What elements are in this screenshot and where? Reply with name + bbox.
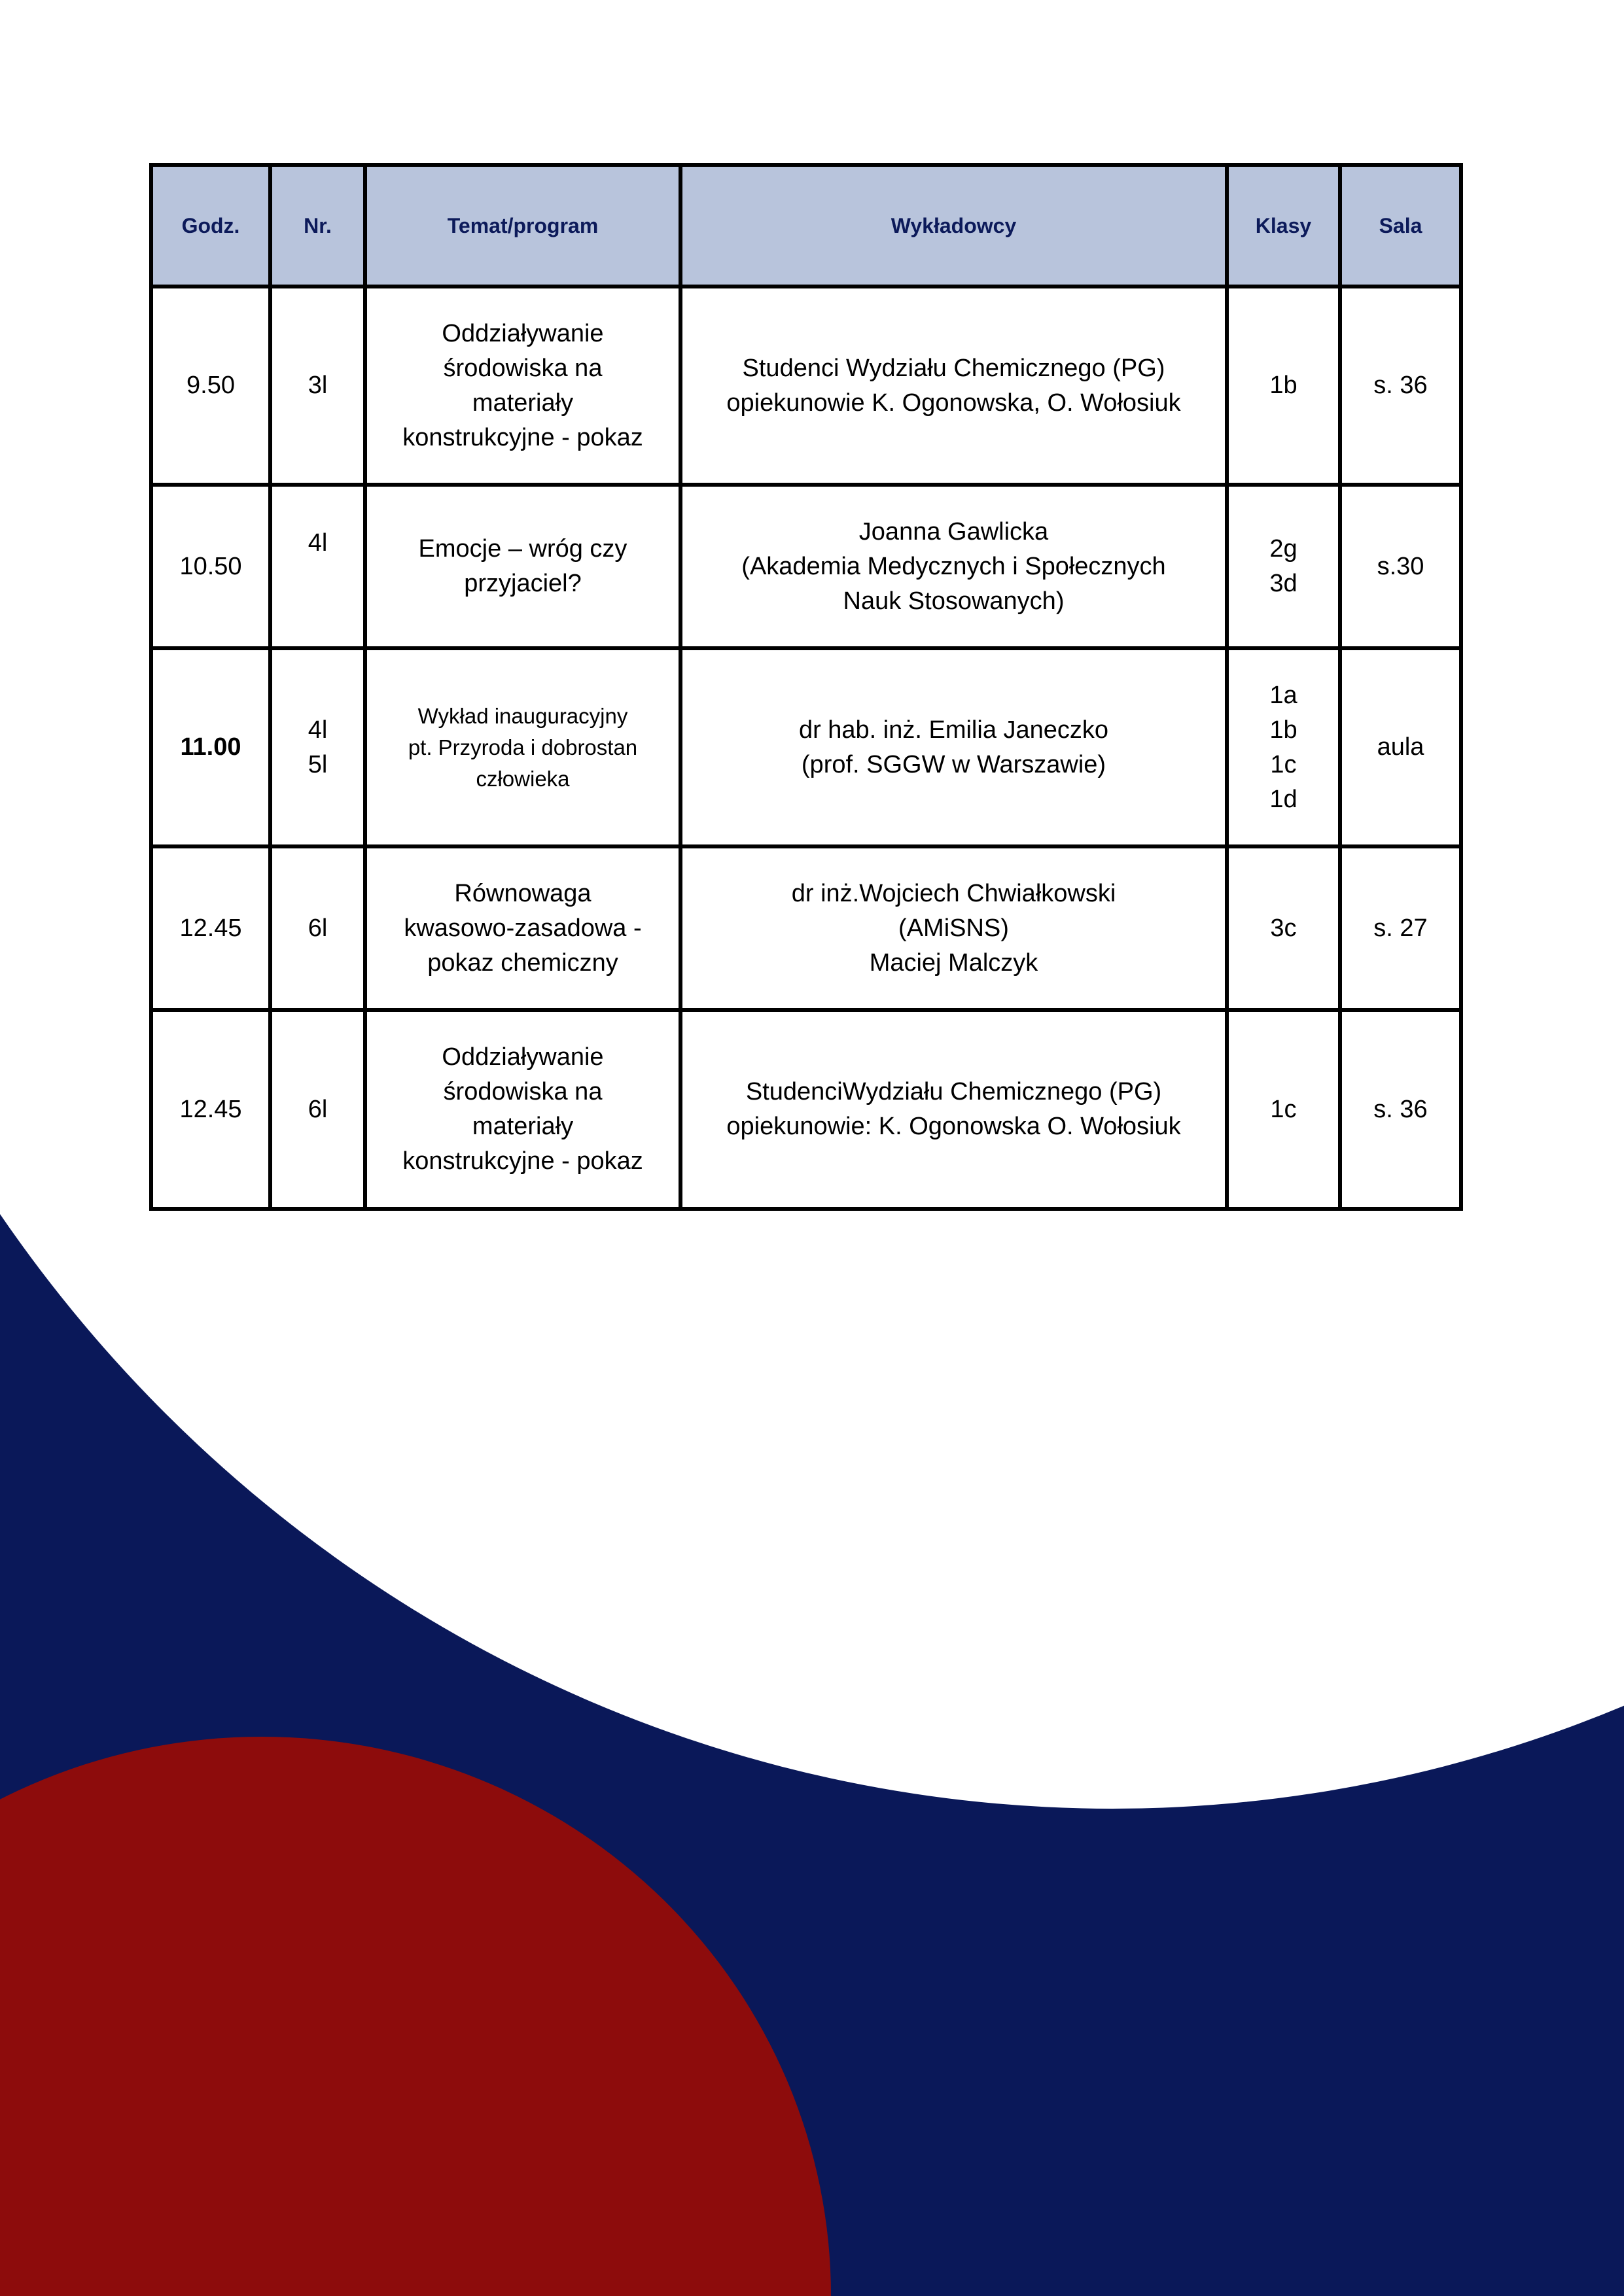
cell-number xyxy=(270,287,365,485)
header-lecturers: Wykładowcy xyxy=(680,165,1227,287)
topic-line: pt. Przyroda i dobrostan xyxy=(408,735,638,759)
topic-line: materiały xyxy=(472,1113,574,1140)
lecturer-line: Maciej Malczyk xyxy=(869,948,1038,977)
cell-topic xyxy=(365,287,680,485)
table-row xyxy=(151,846,1461,1010)
table-header-row xyxy=(151,165,1461,287)
class-line: 3d xyxy=(1269,570,1297,597)
lecturer-line: Studenci Wydziału Chemicznego (PG) xyxy=(742,354,1165,382)
cell-room: s. 27 xyxy=(1340,846,1461,1010)
cell-classes xyxy=(1227,648,1340,846)
cell-classes xyxy=(1227,287,1340,485)
lecturer-line: Joanna Gawlicka xyxy=(858,517,1049,546)
class-line: 1a xyxy=(1269,681,1297,709)
number-line: 5l xyxy=(308,750,328,778)
cell-classes xyxy=(1227,846,1340,1010)
class-line: 1c xyxy=(1270,1095,1297,1123)
cell-topic xyxy=(365,485,680,648)
cell-lecturers xyxy=(680,648,1227,846)
cell-classes xyxy=(1227,1010,1340,1209)
schedule-table xyxy=(149,163,1463,1211)
lecturer-line: opiekunowie: K. Ogonowska O. Wołosiuk xyxy=(726,1113,1181,1140)
table-row xyxy=(151,287,1461,485)
lecturer-line: (Akademia Medycznych i Społecznych xyxy=(741,552,1166,580)
class-line: 1b xyxy=(1269,372,1297,399)
topic-line: konstrukcyjne - pokaz xyxy=(402,423,643,451)
cell-topic xyxy=(365,846,680,1010)
cell-lecturers xyxy=(680,485,1227,648)
cell-lecturers xyxy=(680,1010,1227,1209)
lecturer-line: dr inż.Wojciech Chwiałkowski xyxy=(791,879,1116,907)
cell-time: 12.45 xyxy=(151,846,270,1010)
cell-number xyxy=(270,846,365,1010)
cell-number xyxy=(270,1010,365,1209)
lecturer-line: Nauk Stosowanych) xyxy=(843,587,1065,615)
cell-time: 10.50 xyxy=(151,485,270,648)
header-classes: Klasy xyxy=(1227,165,1340,287)
cell-classes xyxy=(1227,485,1340,648)
cell-number xyxy=(270,648,365,846)
cell-time: 12.45 xyxy=(151,1010,270,1209)
cell-room: aula xyxy=(1340,648,1461,846)
header-number: Nr. xyxy=(270,165,365,287)
topic-line: Wykład inauguracyjny xyxy=(417,703,628,728)
cell-lecturers xyxy=(680,287,1227,485)
topic-line: Oddziaływanie xyxy=(442,1043,604,1071)
topic-line: kwasowo-zasadowa - xyxy=(404,914,642,942)
cell-time: 11.00 xyxy=(151,648,270,846)
cell-time: 9.50 xyxy=(151,287,270,485)
table-row xyxy=(151,485,1461,648)
topic-line: Oddziaływanie xyxy=(442,319,604,347)
class-line: 1b xyxy=(1269,716,1297,744)
number-line: 4l xyxy=(308,716,328,744)
header-room: Sala xyxy=(1340,165,1461,287)
class-line: 1d xyxy=(1269,785,1297,813)
table-row xyxy=(151,648,1461,846)
topic-line: konstrukcyjne - pokaz xyxy=(402,1147,643,1175)
lecturer-line: dr hab. inż. Emilia Janeczko xyxy=(798,716,1109,744)
header-time: Godz. xyxy=(151,165,270,287)
lecturer-line: (prof. SGGW w Warszawie) xyxy=(801,750,1106,778)
topic-line: środowiska na xyxy=(443,354,603,382)
number-line: 4l xyxy=(308,529,328,557)
cell-number xyxy=(270,485,365,648)
topic-line: przyjaciel? xyxy=(464,570,582,597)
topic-line: człowieka xyxy=(476,766,570,791)
cell-room: s. 36 xyxy=(1340,1010,1461,1209)
cell-topic xyxy=(365,1010,680,1209)
lecturer-line: opiekunowie K. Ogonowska, O. Wołosiuk xyxy=(726,389,1181,417)
cell-room: s. 36 xyxy=(1340,287,1461,485)
header-topic: Temat/program xyxy=(365,165,680,287)
cell-topic xyxy=(365,648,680,846)
topic-line: pokaz chemiczny xyxy=(427,948,618,977)
topic-line: Emocje – wróg czy xyxy=(418,535,627,563)
cell-lecturers xyxy=(680,846,1227,1010)
class-line: 1c xyxy=(1270,750,1297,778)
topic-line: środowiska na xyxy=(443,1078,603,1105)
lecturer-line: StudenciWydziału Chemicznego (PG) xyxy=(745,1078,1162,1105)
lecturer-line: (AMiSNS) xyxy=(898,914,1009,942)
topic-line: materiały xyxy=(472,389,574,417)
number-line: 6l xyxy=(308,914,328,942)
class-line: 3c xyxy=(1270,914,1297,942)
number-line: 6l xyxy=(308,1095,328,1123)
topic-line: Równowaga xyxy=(454,879,591,907)
class-line: 2g xyxy=(1269,535,1297,563)
cell-room: s.30 xyxy=(1340,485,1461,648)
number-line: 3l xyxy=(308,372,328,399)
table-row xyxy=(151,1010,1461,1209)
